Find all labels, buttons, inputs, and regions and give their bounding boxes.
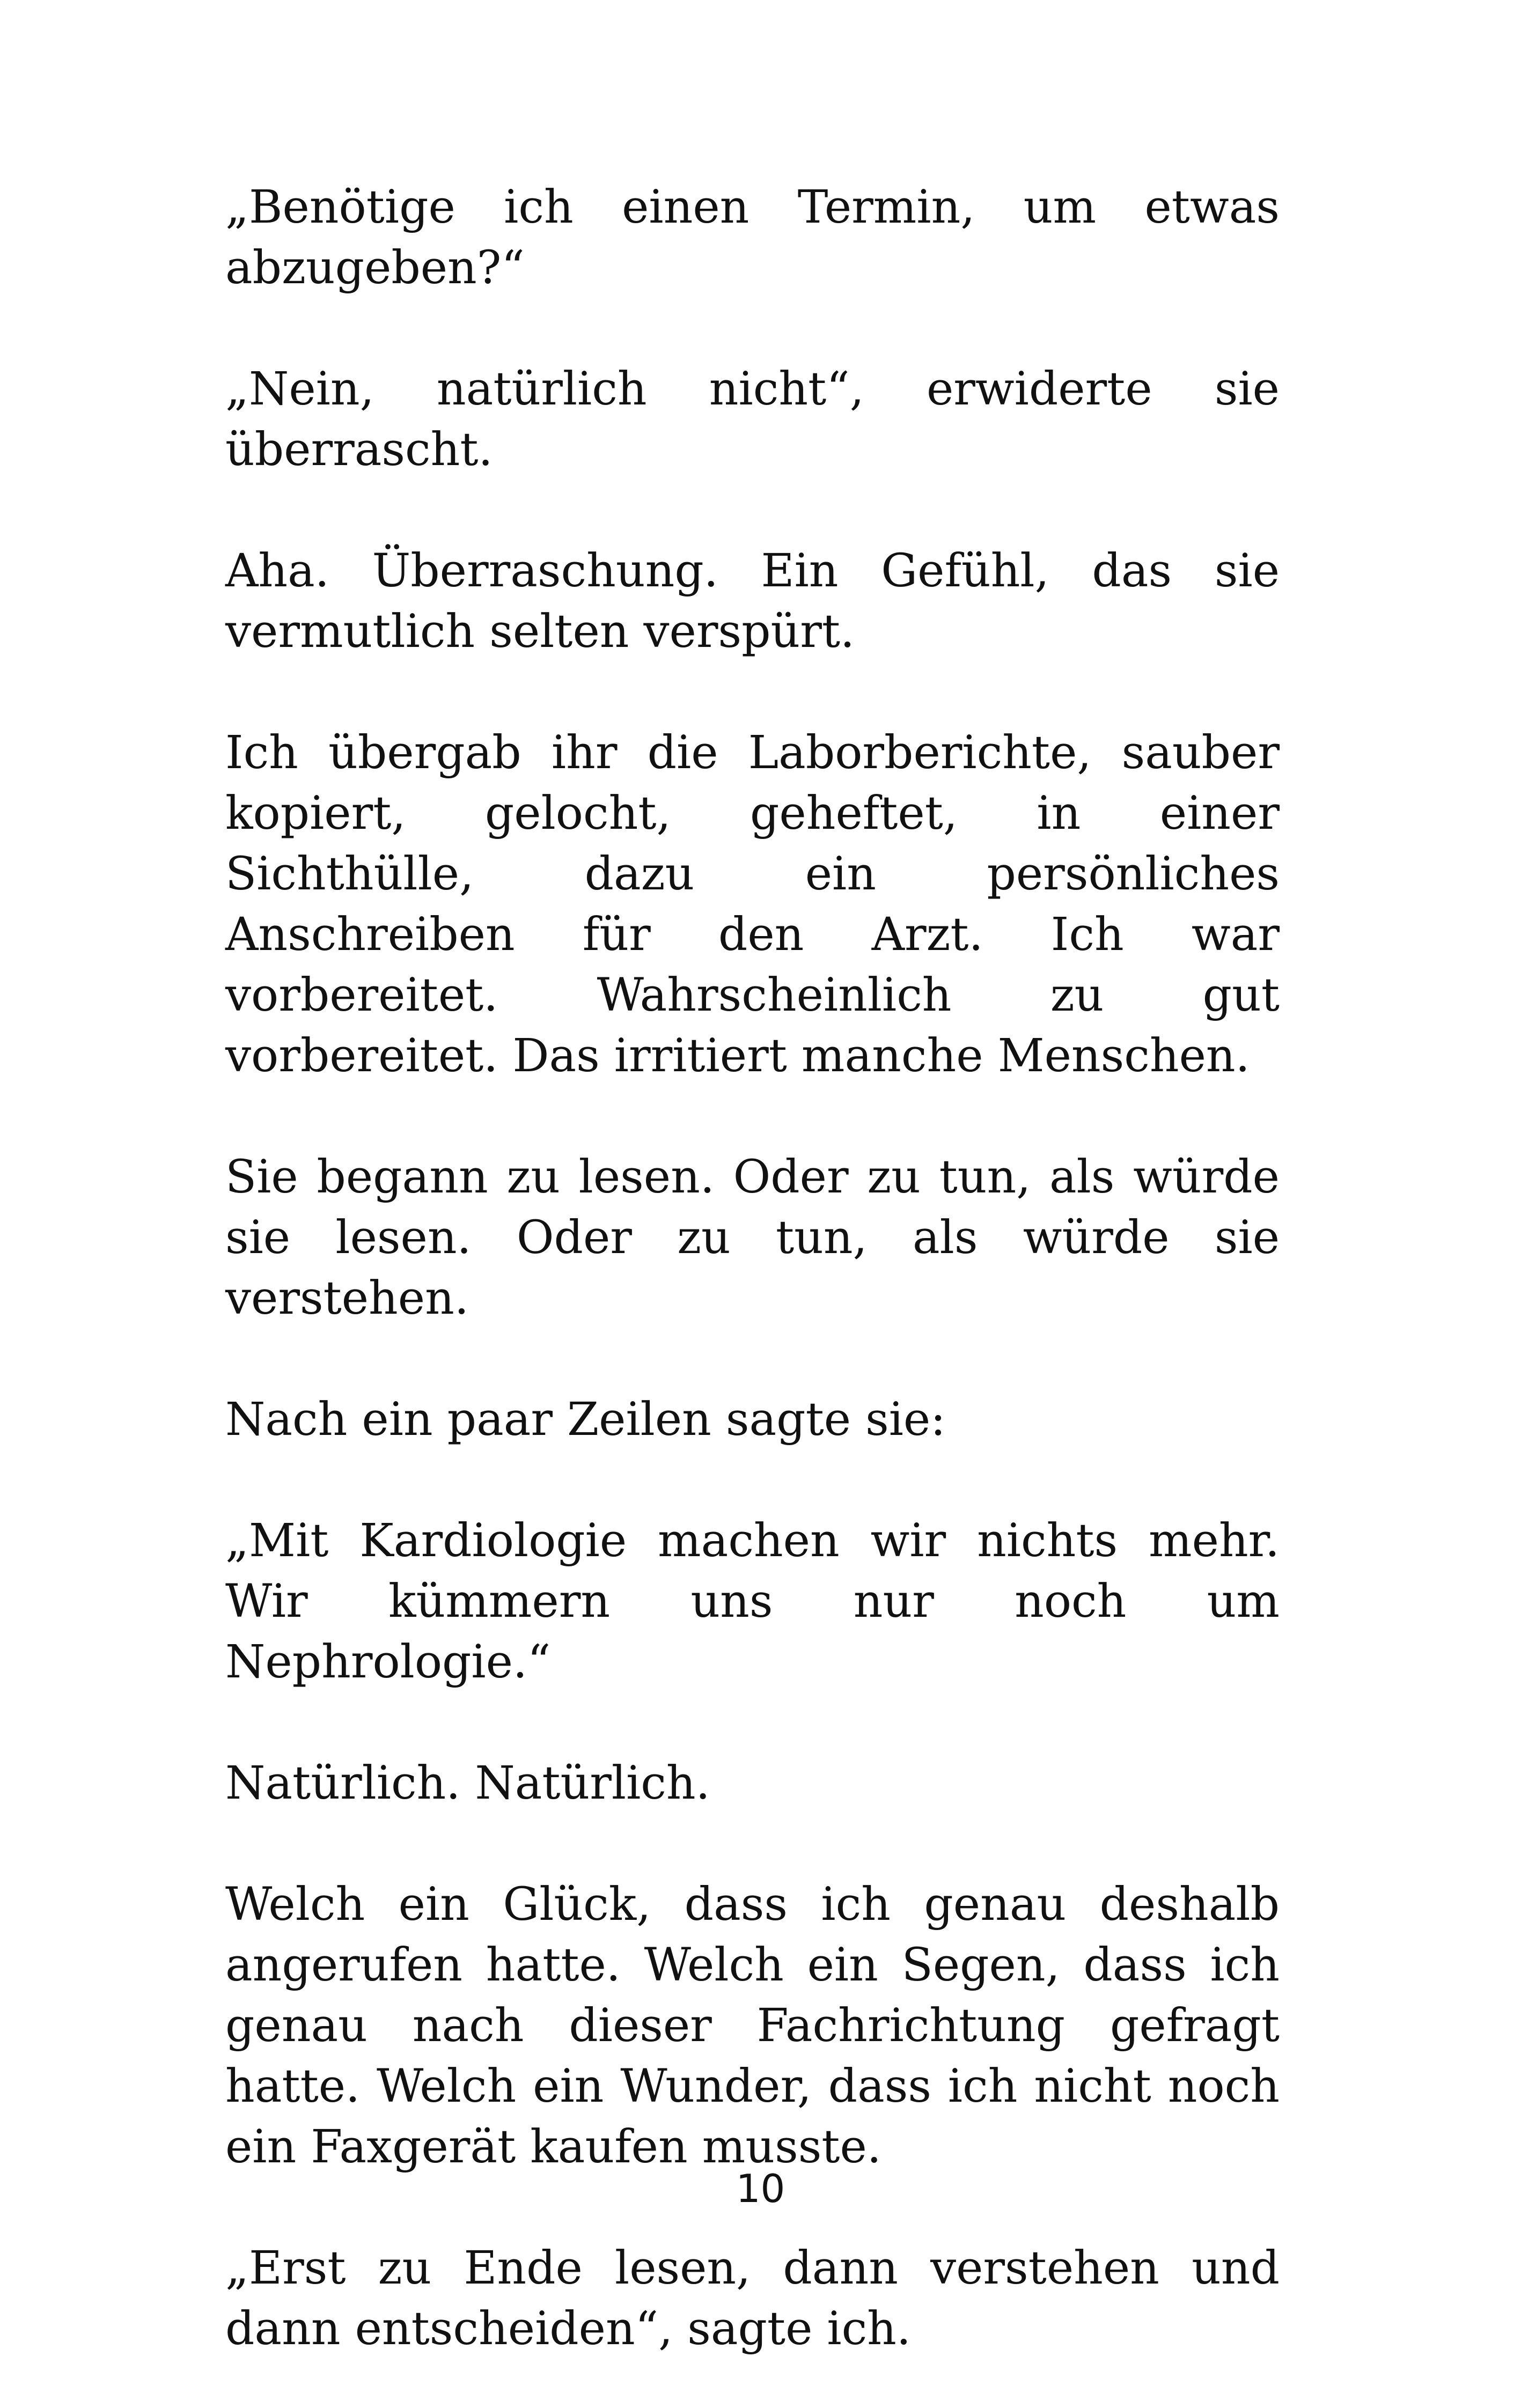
paragraph-4: Ich übergab ihr die Laborberichte, sauber kopiert, gelocht, geheftet, in einer Sichthülle, dazu ein persönliches Anschreiben für den Arzt. Ich war vorbereitet. Wahrscheinlich zu gut vorbereitet. Das irritiert manche Menschen. <box>225 726 1280 1083</box>
paragraph-9: Welch ein Glück, dass ich genau deshalb angerufen hatte. Welch ein Segen, dass ich genau nach dieser Fachrichtung gefragt hatte. Welch ein Wunder, dass ich nicht noch ein Faxgerät kaufen musste. <box>225 1878 1280 2174</box>
paragraph-8: Natürlich. Natürlich. <box>225 1757 710 1810</box>
paragraph-1: „Benötige ich einen Termin, um etwas abzugeben?“ <box>225 181 1280 294</box>
page-number: 10 <box>736 2166 785 2211</box>
paragraph-7: „Mit Kardiologie machen wir nichts mehr. Wir kümmern uns nur noch um Nephrologie.“ <box>225 1514 1280 1689</box>
paragraph-5: Sie begann zu lesen. Oder zu tun, als würde sie lesen. Oder zu tun, als würde sie verstehen. <box>225 1151 1280 1325</box>
paragraph-10: „Erst zu Ende lesen, dann verstehen und dann entscheiden“, sagte ich. <box>225 2242 1280 2355</box>
paragraph-2: „Nein, natürlich nicht“, erwiderte sie überrascht. <box>225 363 1280 476</box>
paragraph-3: Aha. Überraschung. Ein Gefühl, das sie vermutlich selten verspürt. <box>225 544 1280 658</box>
paragraph-6: Nach ein paar Zeilen sagte sie: <box>225 1393 946 1446</box>
body-text <box>225 177 1280 2359</box>
